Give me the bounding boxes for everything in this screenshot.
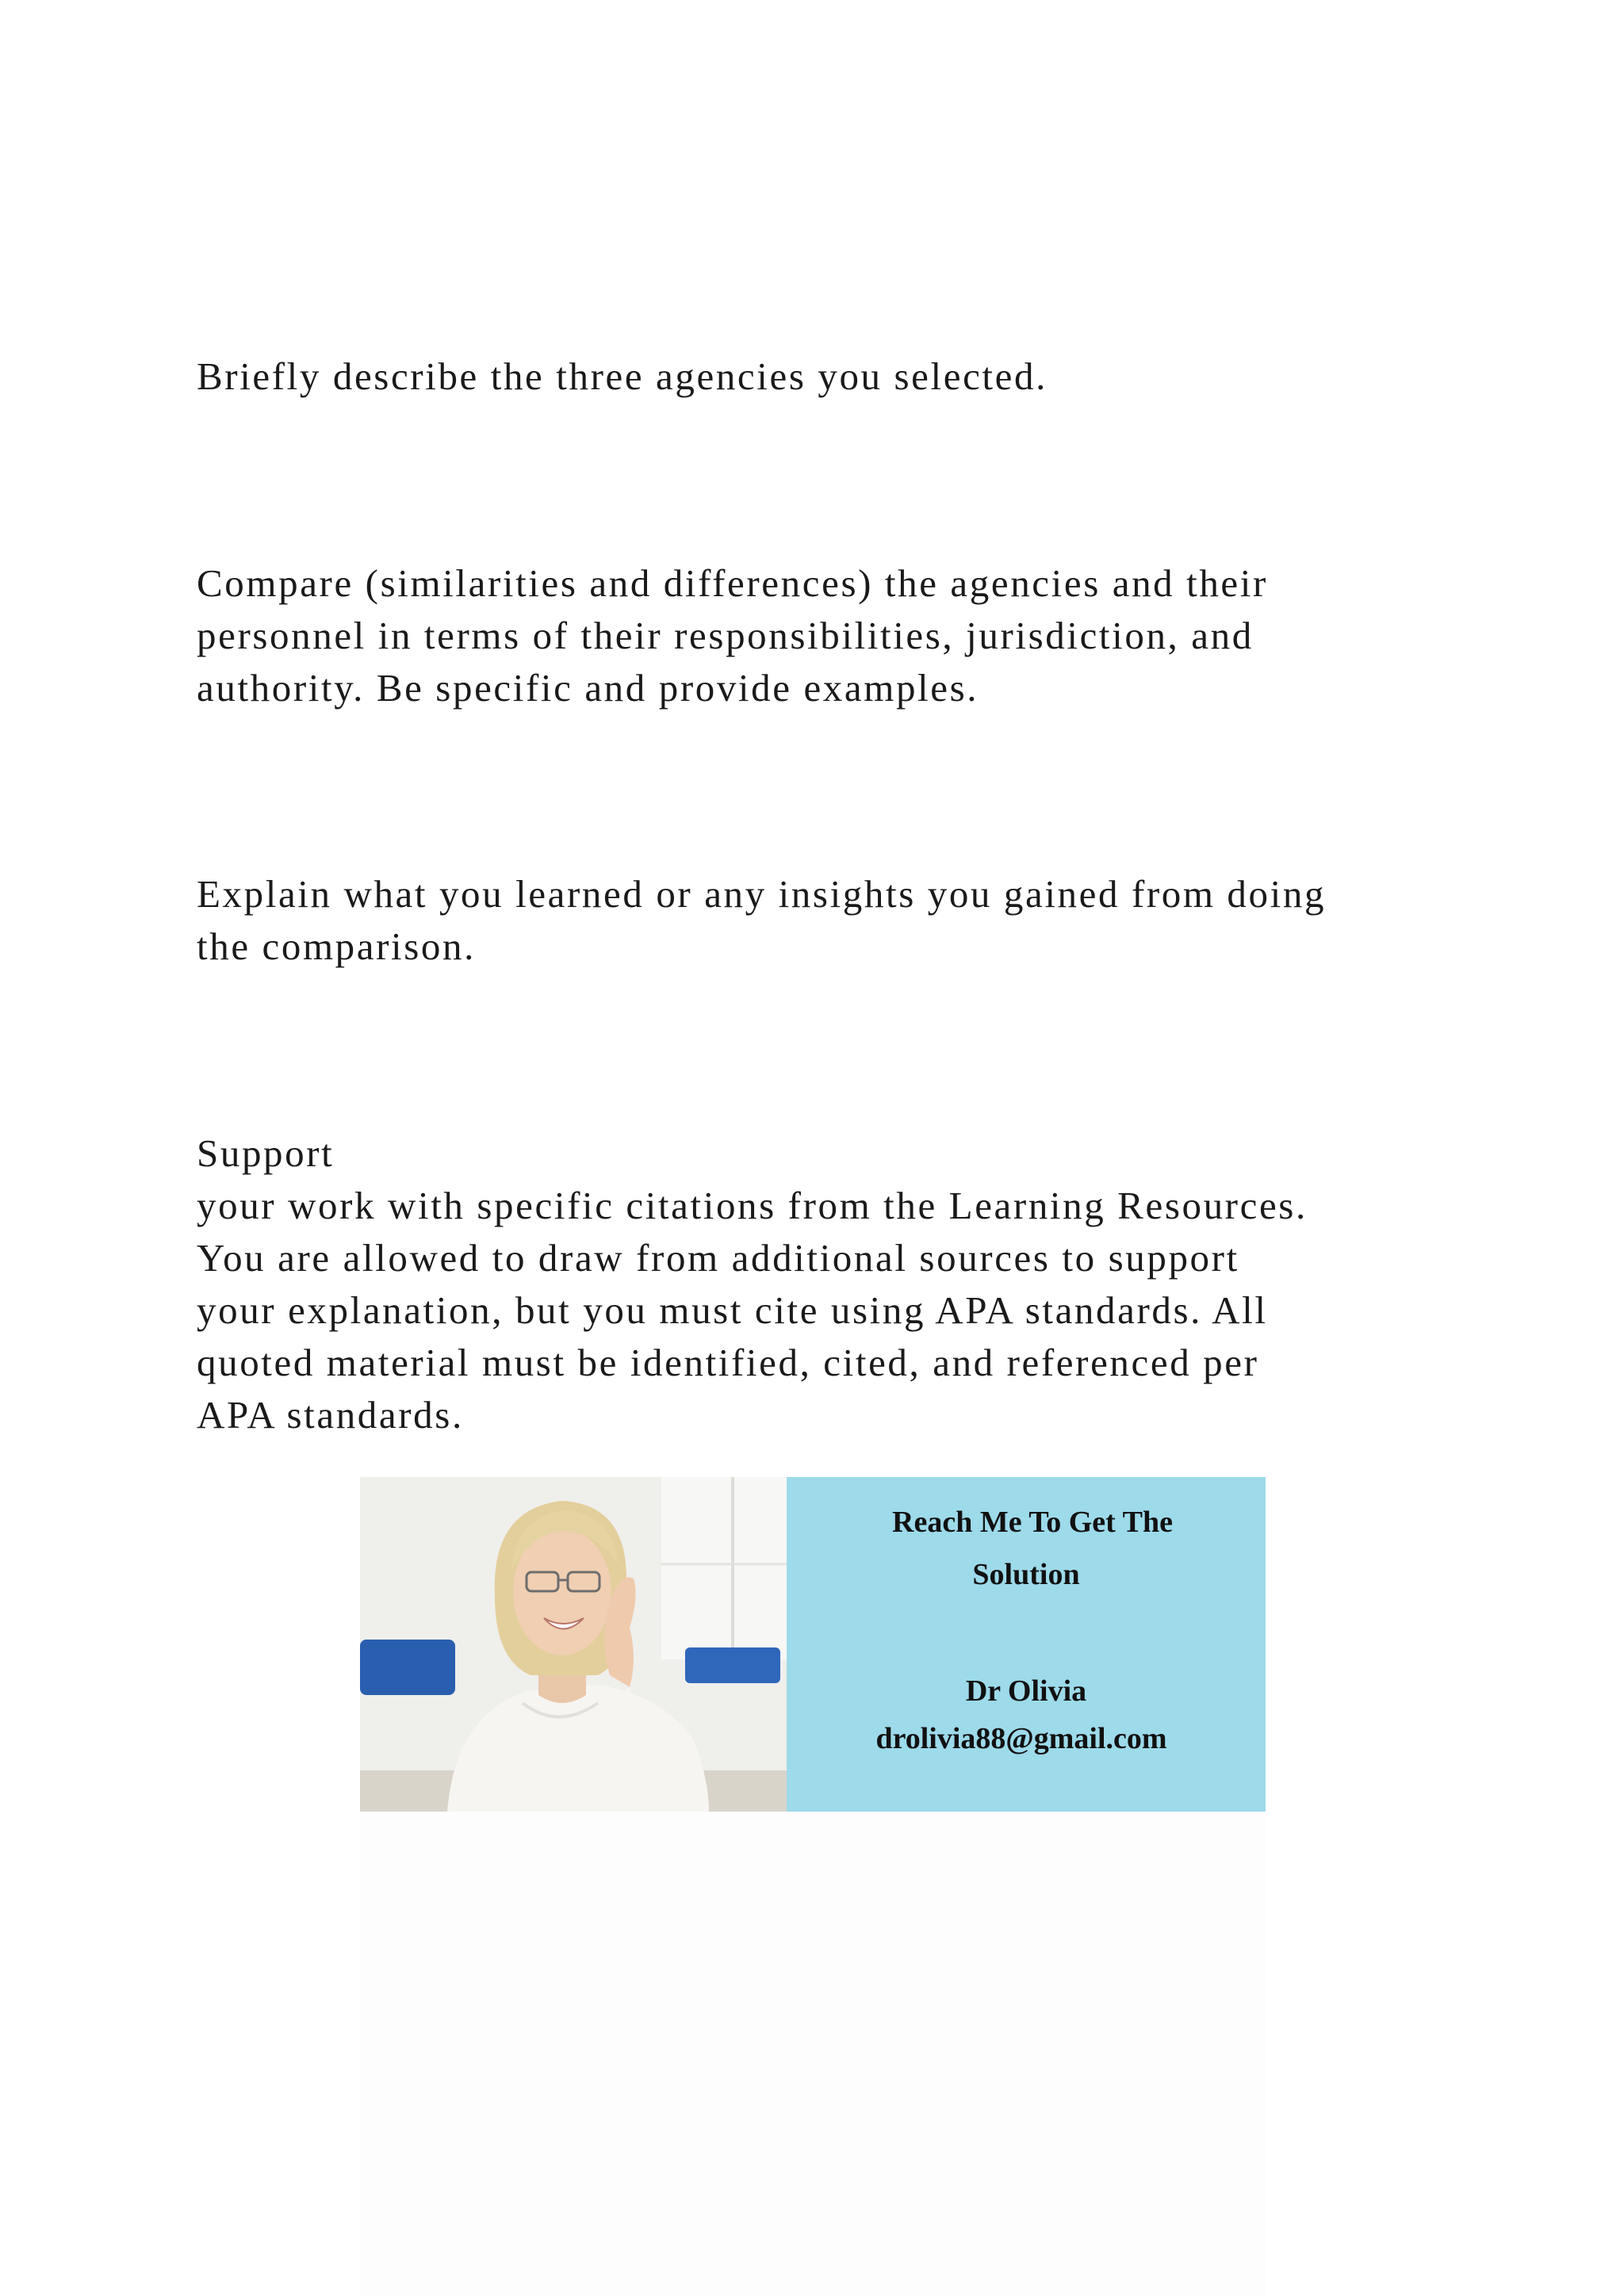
paragraph-explain: Explain what you learned or any insights you gained from doing the comparison. [197, 872, 1327, 968]
blank-image-area [360, 1812, 1266, 2296]
banner-headline: Reach Me To Get The [892, 1506, 1173, 1539]
contact-info-panel [787, 1477, 1266, 1812]
contact-ad-banner [360, 1477, 1266, 1812]
banner-headline-solution: Solution [972, 1558, 1080, 1591]
contact-email: drolivia88@gmail.com [875, 1722, 1167, 1755]
woman-with-glasses-photo [360, 1477, 787, 1812]
paragraph-compare: Compare (similarities and differences) the agencies and their personnel in terms of their responsibilities, jurisdiction, and authority. Be specific and provide examples. [197, 561, 1268, 710]
contact-name: Dr Olivia [965, 1674, 1087, 1708]
paragraph-support: Support your work with specific citations from the Learning Resources. You are allowed to draw from additional sources to support your explanation, but you must cite using APA standards. All quoted material must be identified, cited, and referenced per APA standards. [197, 1131, 1308, 1437]
paragraph-briefly-describe: Briefly describe the three agencies you selected. [197, 354, 1048, 398]
